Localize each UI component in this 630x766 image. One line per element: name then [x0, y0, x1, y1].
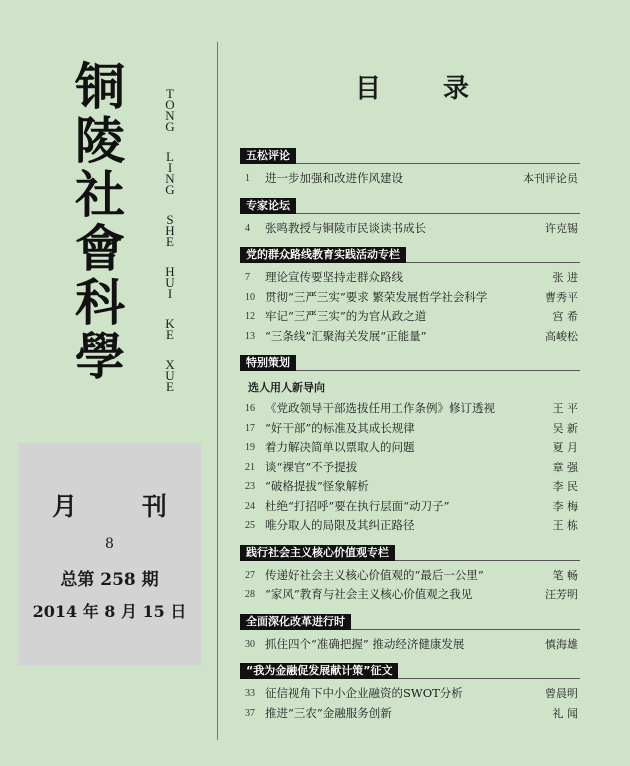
- entry-author: 张 进: [552, 271, 578, 284]
- toc-entry[interactable]: [240, 704, 580, 724]
- toc-section: [240, 247, 580, 355]
- monthly-label: 月 刊: [52, 492, 195, 521]
- entry-author: 李 民: [552, 480, 578, 493]
- entry-title: 征信视角下中小企业融资的SWOT分析: [265, 686, 463, 700]
- entry-author: 曾晨明: [545, 687, 578, 700]
- entry-page-number: 16: [245, 403, 255, 414]
- section-header: [240, 663, 580, 679]
- entry-title: 理论宣传要坚持走群众路线: [265, 270, 403, 284]
- entry-author: 王 栋: [552, 519, 578, 532]
- section-label: 特别策划: [240, 355, 296, 371]
- entry-author: 李 梅: [552, 499, 578, 513]
- entry-title: 张鸣教授与铜陵市民谈读书成长: [265, 220, 426, 235]
- entry-title: 杜绝“打招呼”要在执行层面“动刀子”: [265, 498, 450, 513]
- toc-entry[interactable]: [240, 288, 580, 308]
- toc-title: 目录: [355, 74, 532, 104]
- entry-author: 章 强: [552, 460, 578, 474]
- section-header: [240, 148, 580, 164]
- section-header: [240, 198, 580, 214]
- entry-page-number: 19: [245, 442, 255, 453]
- toc-section: [240, 148, 580, 198]
- toc-entry[interactable]: [240, 219, 580, 239]
- title-char: 陵: [75, 111, 125, 170]
- entry-title: 进一步加强和改进作风建设: [265, 171, 403, 185]
- vertical-divider: [217, 42, 218, 740]
- romanization-word: T O N G: [165, 86, 175, 134]
- toc-section: [240, 614, 580, 664]
- entry-page-number: 37: [245, 707, 255, 719]
- journal-title: [70, 57, 130, 386]
- toc-entry[interactable]: [240, 684, 580, 704]
- entry-author: 本刊评论员: [523, 172, 578, 185]
- toc-section: [240, 198, 580, 248]
- toc-entry[interactable]: [240, 399, 580, 419]
- entry-page-number: 25: [245, 520, 255, 531]
- title-char: 學: [75, 327, 125, 386]
- section-header: [240, 614, 580, 630]
- entry-author: 笔 畅: [552, 568, 578, 582]
- section-subheading: 选人用人新导向: [248, 381, 325, 394]
- entry-author: 吴 新: [552, 421, 578, 435]
- entry-page-number: 23: [245, 481, 255, 492]
- section-header: [240, 545, 580, 561]
- toc-entry[interactable]: [240, 635, 580, 655]
- entry-title: 谈“裸官”不予提拔: [265, 459, 358, 474]
- section-label: 五松评论: [240, 148, 296, 164]
- toc-entry[interactable]: [240, 477, 580, 497]
- entry-author: 礼 闻: [552, 706, 578, 720]
- entry-page-number: 27: [245, 569, 255, 581]
- toc-entry[interactable]: [240, 419, 580, 439]
- entry-author: 曹秀平: [545, 290, 578, 304]
- entry-title: 传递好社会主义核心价值观的“最后一公里”: [265, 567, 484, 582]
- entry-title: “三条线”汇聚海关发展“正能量”: [265, 328, 427, 343]
- entry-page-number: 24: [245, 500, 255, 512]
- entry-page-number: 7: [245, 272, 250, 283]
- toc-entry[interactable]: [240, 458, 580, 478]
- entry-page-number: 30: [245, 638, 255, 650]
- toc-entry[interactable]: [240, 497, 580, 517]
- entry-page-number: 33: [245, 688, 255, 699]
- total-issue: 总第 258 期: [60, 570, 159, 590]
- romanization-word: X U E: [165, 357, 175, 394]
- toc-entry[interactable]: [240, 585, 580, 605]
- title-char: 社: [75, 165, 125, 224]
- toc-entry[interactable]: [240, 169, 580, 189]
- romanization-word: L I N G: [165, 149, 175, 197]
- journal-romanization: [162, 88, 178, 411]
- toc-entry[interactable]: [240, 307, 580, 327]
- entry-page-number: 17: [245, 422, 255, 434]
- section-label: 专家论坛: [240, 198, 296, 214]
- section-header: [240, 355, 580, 371]
- title-char: 科: [75, 273, 125, 332]
- toc-section: [240, 545, 580, 614]
- entry-page-number: 12: [245, 311, 255, 322]
- entry-page-number: 4: [245, 222, 250, 234]
- toc-entry[interactable]: [240, 516, 580, 536]
- entry-page-number: 1: [245, 173, 250, 184]
- entry-page-number: 28: [245, 589, 255, 600]
- toc-entry[interactable]: [240, 438, 580, 458]
- issue-info-box: [18, 443, 201, 665]
- entry-title: “好干部”的标准及其成长规律: [265, 420, 415, 435]
- entry-title: 着力解决简单以票取人的问题: [265, 440, 415, 454]
- entry-title: 抓住四个“准确把握” 推动经济健康发展: [265, 636, 465, 651]
- section-label: 践行社会主义核心价值观专栏: [240, 545, 395, 561]
- section-header: [240, 247, 580, 263]
- entry-author: 汪芳明: [545, 588, 578, 601]
- entry-author: 许克锡: [545, 221, 578, 235]
- toc-entry[interactable]: [240, 327, 580, 347]
- issue-date: 2014 年 8 月 15 日: [32, 602, 187, 621]
- title-char: 會: [75, 219, 125, 278]
- section-label: 全面深化改革进行时: [240, 614, 351, 630]
- toc-entry[interactable]: [240, 566, 580, 586]
- entry-title: 唯分取人的局限及其纠正路径: [265, 518, 415, 532]
- section-label: 党的群众路线教育实践活动专栏: [240, 247, 406, 263]
- entry-title: “破格提拔”怪象解析: [265, 479, 369, 493]
- romanization-word: H U I: [165, 264, 175, 301]
- entry-author: 宫 希: [552, 310, 578, 323]
- entry-page-number: 10: [245, 291, 255, 303]
- romanization-word: K E: [165, 316, 175, 342]
- toc-entry[interactable]: [240, 268, 580, 288]
- entry-author: 高峻松: [545, 329, 578, 343]
- entry-author: 慎海雄: [545, 637, 578, 651]
- entry-title: 推进“三农”金融服务创新: [265, 705, 392, 720]
- entry-author: 夏 月: [552, 441, 578, 454]
- toc-section: [240, 355, 580, 545]
- entry-page-number: 21: [245, 461, 255, 473]
- table-of-contents: [240, 148, 580, 732]
- romanization-word: S H E: [165, 212, 175, 249]
- entry-page-number: 13: [245, 330, 255, 342]
- entry-title: 《党政领导干部选拔任用工作条例》修订透视: [265, 401, 495, 415]
- entry-author: 王 平: [552, 402, 578, 415]
- section-label: “我为金融促发展献计策”征文: [240, 663, 398, 679]
- entry-title: 牢记“三严三实”的为官从政之道: [265, 309, 427, 323]
- issue-number: 8: [105, 536, 114, 552]
- entry-title: 贯彻“三严三实”要求 繁荣发展哲学社会科学: [265, 289, 488, 304]
- toc-section: [240, 663, 580, 732]
- entry-title: “家风”教育与社会主义核心价值观之我见: [265, 587, 473, 601]
- title-char: 铜: [75, 57, 125, 116]
